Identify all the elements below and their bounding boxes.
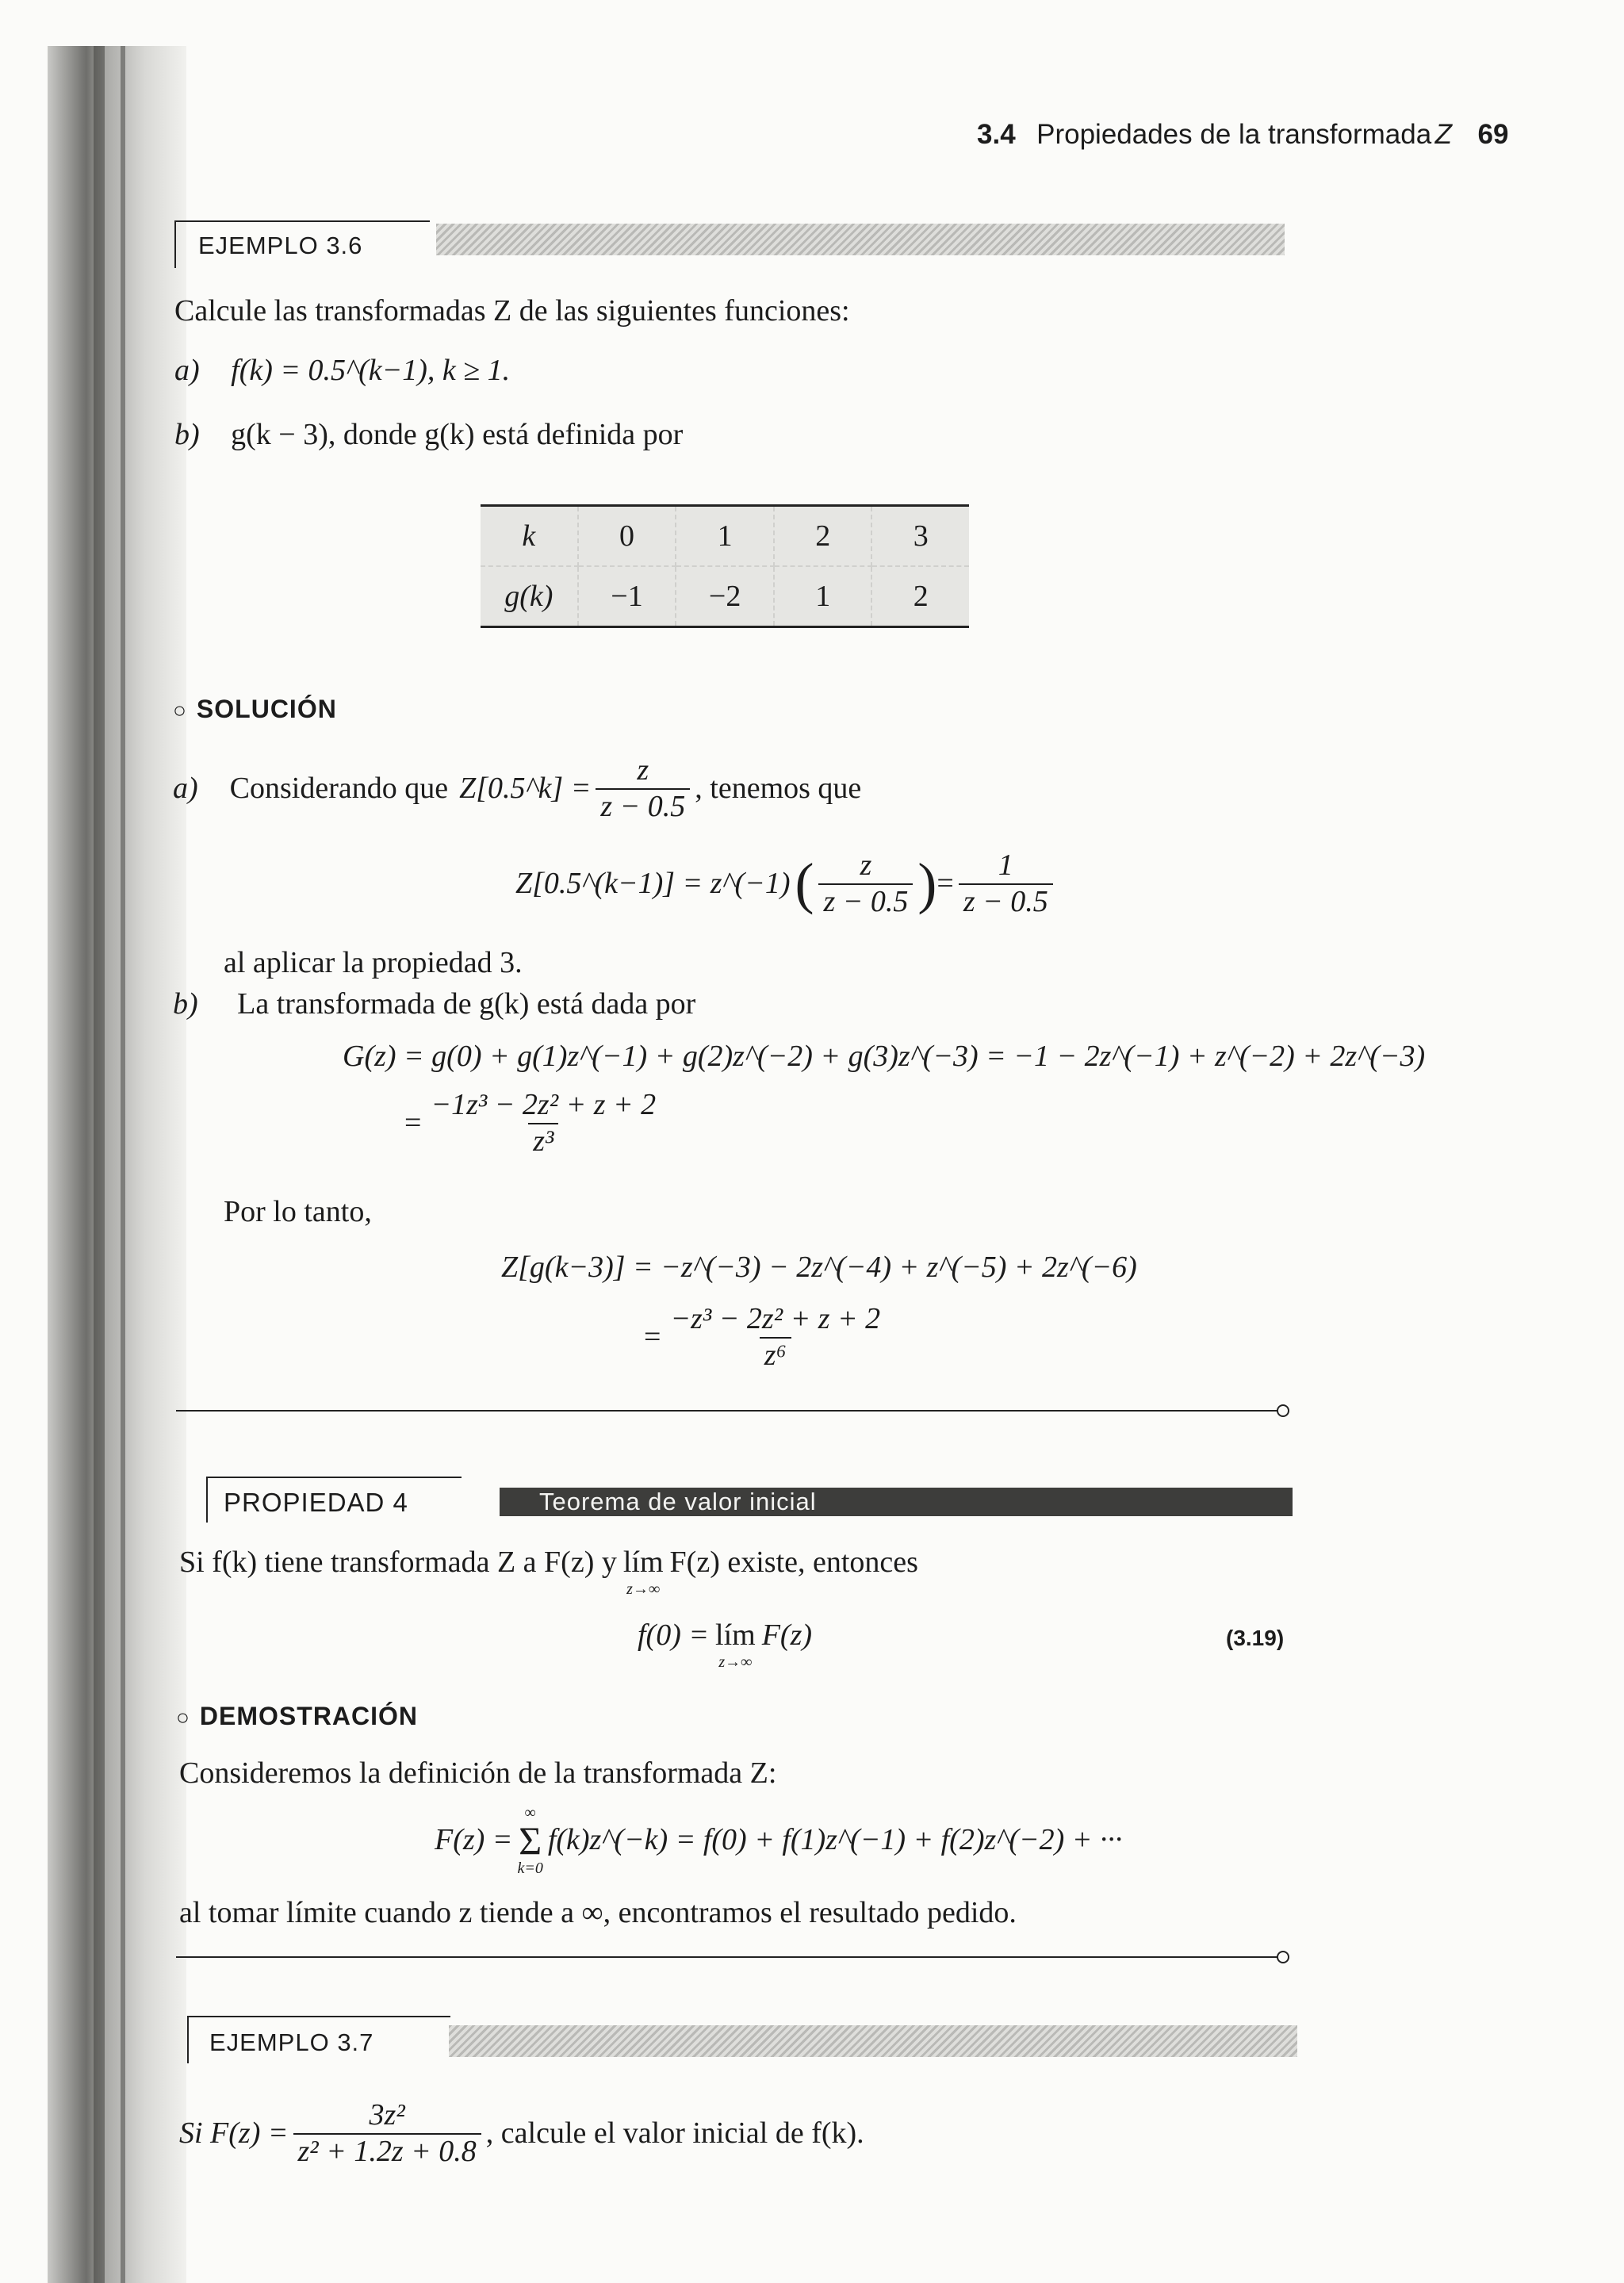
solucion-b-eq1: G(z) = g(0) + g(1)z^(−1) + g(2)z^(−2) + g(3)z^(−3) = −1 − 2z^(−1) + z^(−2) + 2z^(−3): [343, 1040, 1426, 1073]
rule-end-circle: [1277, 1951, 1289, 1963]
demostracion-equation: [435, 1805, 1122, 1876]
fraction-denominator: z³: [528, 1123, 558, 1159]
equals-sign: =: [644, 1320, 661, 1354]
header-section-title-var: Z: [1434, 119, 1453, 150]
eq-rhs: F(z): [761, 1618, 813, 1652]
solucion-a-eq1-lhs: Z[0.5^k] =: [459, 771, 592, 805]
eq-rhs: f(k)z^(−k) = f(0) + f(1)z^(−1) + f(2)z^(−2) + ···: [547, 1823, 1123, 1857]
example-36-banner: [174, 220, 1285, 268]
lim-subscript: z→∞: [626, 1580, 661, 1598]
solucion-b-eq3: Z[g(k−3)] = −z^(−3) − 2z^(−4) + z^(−5) + 2z^(−6): [501, 1251, 1137, 1284]
fraction: [665, 1302, 885, 1373]
sum-lower-limit: k=0: [517, 1860, 543, 1877]
banner-hatch: [436, 224, 1285, 255]
fraction: [293, 2098, 481, 2169]
table-cell: 1: [774, 566, 872, 626]
example-36-statement: Calcule las transformadas Z de las siguientes funciones:: [174, 294, 850, 328]
solucion-b-conclusion: Por lo tanto,: [224, 1195, 372, 1228]
fraction-numerator: −z³ − 2z² + z + 2: [670, 1302, 881, 1335]
equation-number: (3.19): [1226, 1626, 1285, 1650]
fraction: [959, 848, 1053, 919]
fraction-denominator: z − 0.5: [596, 788, 690, 825]
solucion-heading: [173, 695, 337, 724]
statement-part-1: Si f(k) tiene transformada Z a F(z) y: [179, 1546, 617, 1579]
fraction: [596, 753, 690, 824]
solucion-a-note: al aplicar la propiedad 3.: [224, 946, 523, 979]
paren-left: (: [795, 852, 814, 916]
solucion-a-intro: [173, 753, 861, 824]
limit-operator: [623, 1545, 664, 1597]
fraction-denominator: z⁶: [760, 1337, 791, 1373]
item-b-label: b): [174, 418, 200, 451]
solucion-heading-text: SOLUCIÓN: [196, 695, 337, 723]
item-b-text: g(k − 3), donde g(k) está definida por: [231, 418, 684, 451]
solucion-a-intro-end: , tenemos que: [695, 771, 862, 805]
limit-operator: [715, 1618, 756, 1670]
demostracion-conclusion: al tomar límite cuando z tiende a ∞, encontramos el resultado pedido.: [179, 1896, 1017, 1929]
table-cell: 3: [871, 507, 969, 566]
solucion-b-intro: [173, 986, 695, 1023]
statement-part-2: F(z) existe, entonces: [669, 1546, 918, 1579]
example-36-label: EJEMPLO 3.6: [198, 232, 363, 259]
propiedad-4-statement: [179, 1545, 918, 1597]
solucion-b-eq2: [404, 1088, 665, 1159]
solucion-b-label: b): [173, 987, 198, 1021]
gk-table: [481, 504, 969, 628]
solucion-b-intro-text: La transformada de g(k) está dada por: [237, 987, 696, 1021]
table-row-label: k: [481, 507, 578, 566]
statement-end: , calcule el valor inicial de f(k).: [485, 2116, 864, 2150]
running-header: [977, 119, 1508, 151]
example-37-banner: [187, 2016, 1297, 2063]
solucion-a-eq2: [515, 848, 1058, 919]
fraction-denominator: z² + 1.2z + 0.8: [293, 2133, 481, 2170]
demostracion-heading-text: DEMOSTRACIÓN: [199, 1702, 419, 1730]
propiedad-4-label: PROPIEDAD 4: [224, 1488, 408, 1517]
propiedad-4-banner: [182, 1477, 1293, 1524]
header-section-title: Propiedades de la transformada: [1036, 119, 1432, 150]
end-rule: [176, 1956, 1278, 1958]
fraction-numerator: z: [637, 753, 649, 787]
example-37-statement: [179, 2098, 864, 2169]
item-a-text: f(k) = 0.5^(k−1), k ≥ 1.: [231, 354, 511, 387]
solucion-b-eq4: [644, 1302, 890, 1373]
sum-operator: [517, 1805, 542, 1876]
table-row: [481, 507, 969, 566]
eq-lhs: F(z) =: [435, 1823, 513, 1857]
lim-text: lím: [715, 1618, 756, 1652]
end-rule: [176, 1410, 1278, 1412]
demostracion-heading: [176, 1702, 418, 1731]
example-36-item-a: [174, 353, 510, 389]
propiedad-4-title: Teorema de valor inicial: [539, 1488, 817, 1515]
eq2-lhs: Z[0.5^(k−1)] = z^(−1): [515, 866, 791, 900]
fraction: [818, 848, 913, 919]
solucion-a-intro-text: Considerando que: [229, 771, 449, 805]
fraction: [426, 1088, 661, 1159]
binding-dark-stripe: [121, 46, 125, 2283]
example-37-label: EJEMPLO 3.7: [209, 2028, 374, 2056]
header-section-number: 3.4: [977, 119, 1016, 150]
example-36-item-b: [174, 417, 683, 454]
sum-upper-limit: ∞: [524, 1804, 536, 1821]
statement-lhs: Si F(z) =: [179, 2116, 289, 2150]
lim-text: lím: [622, 1546, 664, 1579]
page-binding-shadow: [48, 46, 186, 2283]
banner-hatch: [449, 2025, 1297, 2057]
equals-sign: =: [404, 1105, 422, 1140]
table-cell: −2: [676, 566, 774, 626]
bullet-circle-icon: ○: [173, 698, 187, 722]
table-cell: 2: [774, 507, 872, 566]
table-row: [481, 566, 969, 626]
fraction-numerator: z: [860, 848, 872, 882]
paren-right: ): [917, 852, 937, 916]
lim-subscript: z→∞: [718, 1653, 753, 1671]
propiedad-4-equation: [638, 1618, 812, 1670]
bullet-circle-icon: ○: [176, 1705, 190, 1729]
table-cell: 1: [676, 507, 774, 566]
rule-end-circle: [1277, 1404, 1289, 1417]
fraction-denominator: z − 0.5: [959, 883, 1053, 920]
binding-dark-stripe: [94, 46, 105, 2283]
item-a-label: a): [174, 354, 200, 387]
table-cell: 2: [913, 580, 929, 613]
demostracion-text: Consideremos la definición de la transformada Z:: [179, 1756, 777, 1790]
fraction-numerator: 1: [998, 848, 1013, 882]
fraction-numerator: 3z²: [369, 2098, 405, 2132]
eq-lhs: f(0) =: [638, 1618, 710, 1652]
table-cell: −1: [578, 566, 676, 626]
table-cell: 0: [578, 507, 676, 566]
sigma-icon: Σ: [519, 1818, 542, 1863]
solucion-a-label: a): [173, 771, 198, 805]
fraction-denominator: z − 0.5: [818, 883, 913, 920]
table-row-label: g(k): [481, 566, 578, 626]
fraction-numerator: −1z³ − 2z² + z + 2: [431, 1088, 657, 1121]
page-number: 69: [1477, 119, 1509, 150]
eq2-equals: =: [936, 866, 954, 900]
